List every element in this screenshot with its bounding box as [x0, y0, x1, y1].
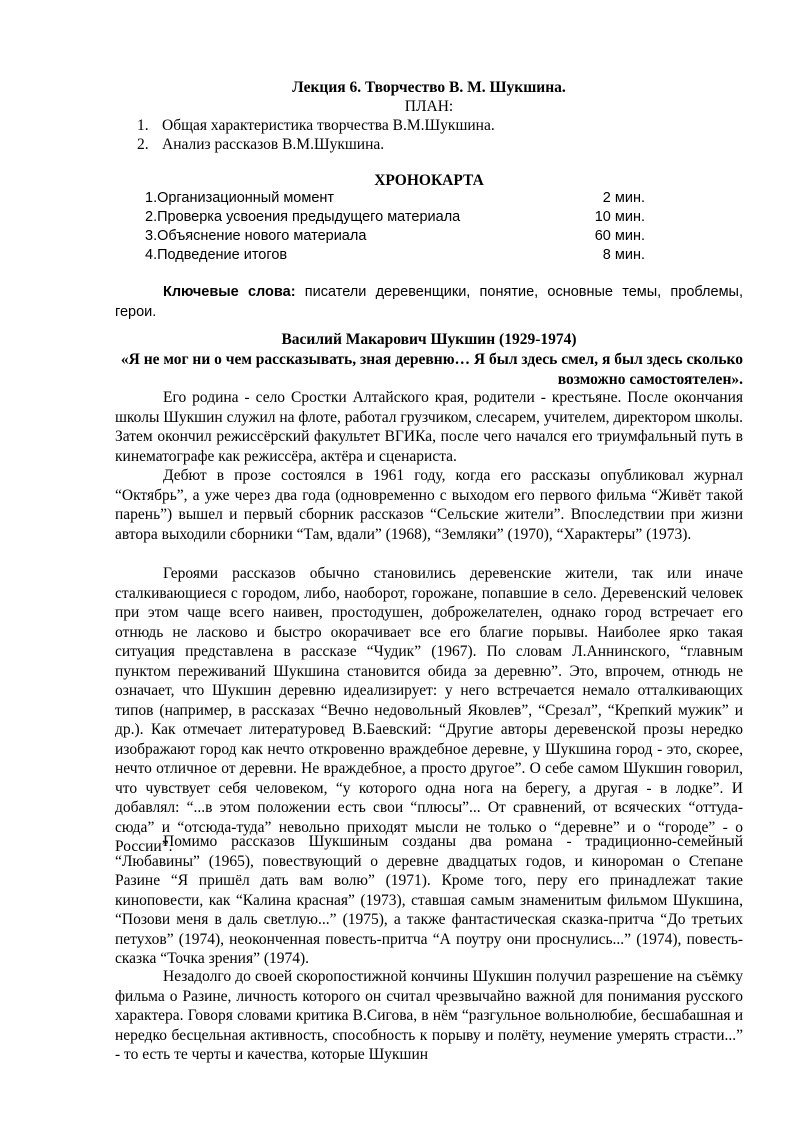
keywords-paragraph: [115, 283, 743, 322]
list-item: [137, 135, 495, 154]
body-paragraph: Помимо рассказов Шукшиным созданы два романа - традиционно-семейный “Любавины” (1965), повествующий о деревне двадцатых годов, и кинороман о Степане Разине “Я пришёл дать вам волю” (1971). Кроме того, перу его принадлежат такие киноповести, как “Калина красная” (1973), ставшая самым знаменитым фильмом Шукшина, “Позови меня в даль светлую...” (1975), а также фантастическая сказка-притча “До третьих петухов” (1974), неоконченная повесть-притча “А поутру они проснулись...” (1974), повесть-сказка “Точка зрения” (1974).: [115, 833, 743, 967]
biography-heading: Василий Макарович Шукшин (1929-1974): [281, 331, 577, 348]
chrono-time: 10 мин.: [594, 209, 645, 225]
plan-item-number: 1.: [137, 117, 149, 134]
plan-item-text: Общая характеристика творчества В.М.Шукшина.: [162, 117, 495, 134]
chrono-time: 2 мин.: [602, 190, 645, 206]
table-row: [145, 227, 645, 246]
chrono-item: 1.Организационный момент: [145, 190, 335, 206]
list-item: [137, 116, 495, 135]
keywords-text: писатели деревенщики, понятие, основные темы, проблемы, герои.: [115, 284, 743, 320]
keywords-label: Ключевые слова:: [163, 284, 296, 300]
body-paragraph: Незадолго до своей скоропостижной кончины Шукшин получил разрешение на съёмку фильма о Разине, личность которого он считал чрезвычайно важной для понимания русского характера. Говоря словами критика В.Сигова, в нём “разгульное вольнолюбие, бесшабашная и нередко бесцельная активность, способность к порыву и полёту, неумение умерять страсти...” - то есть те черты и качества, которые Шукшин: [115, 968, 743, 1063]
body-paragraph: Его родина - село Сростки Алтайского края, родители - крестьяне. После окончания школы Шукшин служил на флоте, работал грузчиком, слесарем, учителем, директором школы. Затем окончил режиссёрский факультет ВГИКа, после чего начался его триумфальный путь в кинематографе как режиссёра, актёра и сценариста.: [115, 389, 743, 465]
table-row: [145, 189, 645, 208]
body-paragraph: Героями рассказов обычно становились деревенские жители, так или иначе сталкивающиеся с городом, либо, наоборот, горожане, попавшие в село. Деревенский человек при этом чаще всего наивен, простодушен, доброжелателен, однако город встречает его отнюдь не ласково и быстро окорачивает все его благие порывы. Наиболее ярко такая ситуация представлена в рассказе “Чудик” (1967). По словам Л.Аннинского, “главным пунктом переживаний Шукшина становится обида за деревню”. Это, впрочем, отнюдь не означает, что Шукшин деревню идеализирует: у него встречается немало отталкивающих типов (например, в рассказах “Вечно недовольный Яковлев”, “Срезал”, “Крепкий мужик” и др.). Как отмечает литературовед В.Баевский: “Другие авторы деревенской прозы нередко изображают город как нечто откровенно враждебное деревне, у Шукшина город - это, скорее, нечто отличное от деревни. Не враждебное, а просто другое”. О себе самом Шукшин говорил, что чувствует себя человеком, “у которого одна нога на берегу, а другая - в лодке”. И добавлял: “...в этом положении есть свои “плюсы”... От сравнений, от всяческих “оттуда-сюда” и “отсюда-туда” невольно приходят мысли не только о “деревне” и о “городе” - о России”.: [115, 565, 743, 855]
lecture-title: Лекция 6. Творчество В. М. Шукшина.: [292, 79, 566, 96]
plan-item-number: 2.: [137, 136, 149, 153]
chrono-item: 3.Объяснение нового материала: [145, 228, 367, 244]
plan-list: [137, 116, 495, 154]
plan-heading: ПЛАН:: [404, 98, 454, 115]
plan-item-text: Анализ рассказов В.М.Шукшина.: [162, 136, 385, 153]
body-paragraph: Дебют в прозе состоялся в 1961 году, когда его рассказы опубликовал журнал “Октябрь”, а уже через два года (одновременно с выходом его первого фильма “Живёт такой парень”) вышел и первый сборник рассказов “Сельские жители”. Впоследствии при жизни автора выходили сборники “Там, вдали” (1968), “Земляки” (1970), “Характеры” (1973).: [115, 467, 743, 543]
chrono-time: 8 мин.: [602, 247, 645, 263]
chrono-item: 4.Подведение итогов: [145, 247, 288, 263]
chrono-item: 2.Проверка усвоения предыдущего материала: [145, 209, 461, 225]
chrono-heading: ХРОНОКАРТА: [374, 172, 484, 189]
table-row: [145, 246, 645, 265]
epigraph-quote: «Я не мог ни о чем рассказывать, зная деревню… Я был здесь смел, я был здесь сколько возможно самостоятелен».: [120, 351, 743, 388]
chrono-time: 60 мин.: [594, 228, 645, 244]
table-row: [145, 208, 645, 227]
chrono-table: [145, 189, 645, 265]
